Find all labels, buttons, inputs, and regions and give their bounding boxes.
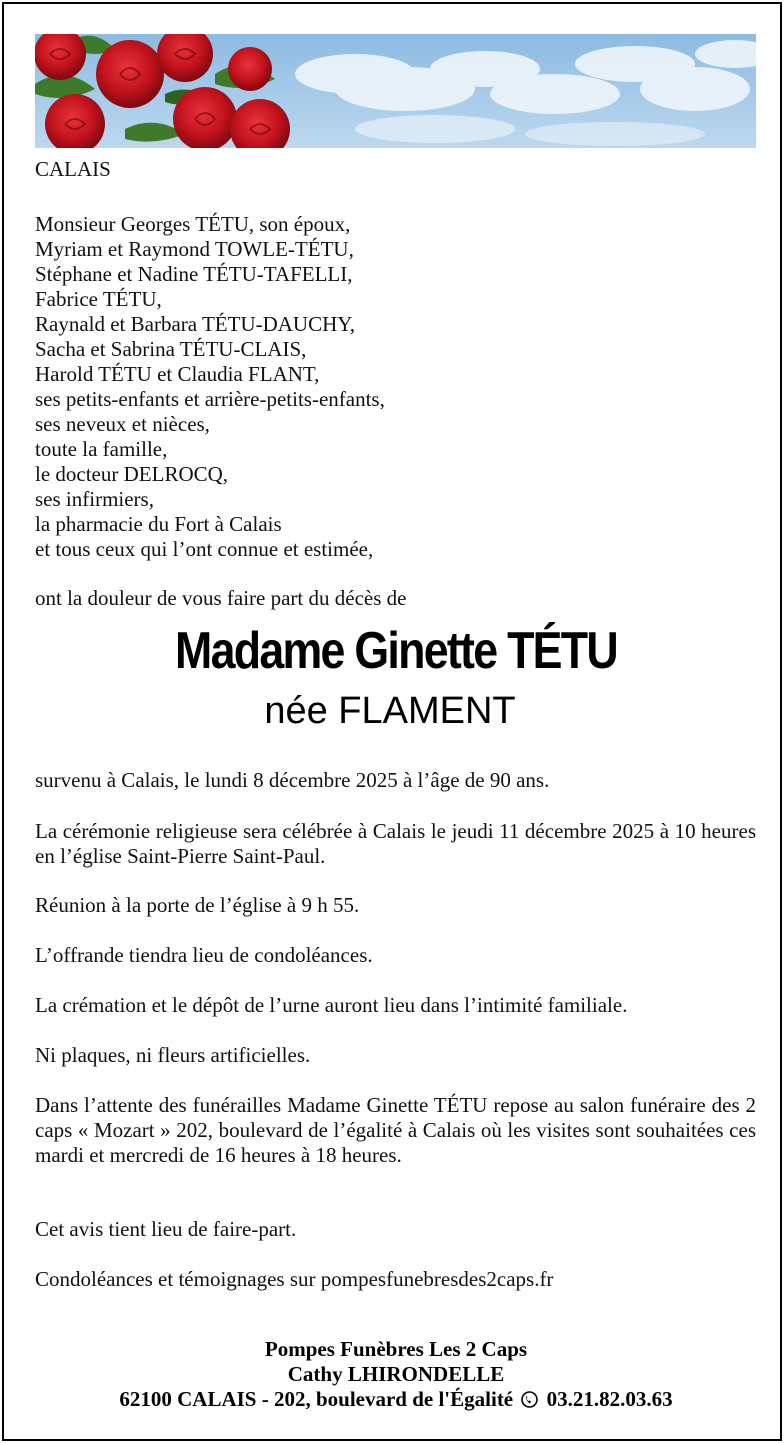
family-member: Stéphane et Nadine TÉTU-TAFELLI, — [35, 262, 353, 286]
death-details: survenu à Calais, le lundi 8 décembre 2025 à l’âge de 90 ans. — [35, 768, 550, 792]
flowers-note: Ni plaques, ni fleurs artificielles. — [35, 1043, 311, 1067]
family-member: et tous ceux qui l’ont connue et estimée, — [35, 537, 374, 561]
maiden-name: née FLAMENT — [264, 690, 516, 732]
family-member: Sacha et Sabrina TÉTU-CLAIS, — [35, 337, 307, 361]
family-member: le docteur DELROCQ, — [35, 462, 229, 486]
family-member: la pharmacie du Fort à Calais — [35, 512, 282, 536]
family-member: ses neveux et nièces, — [35, 412, 210, 436]
deceased-name: Madame Ginette TÉTU — [175, 622, 617, 680]
funeral-home-name: Pompes Funèbres Les 2 Caps — [264, 1337, 528, 1361]
family-member: Myriam et Raymond TOWLE-TÉTU, — [35, 237, 354, 261]
visitation-details: Dans l’attente des funérailles Madame Ginette TÉTU repose au salon funéraire des 2 caps « Mozart » 202, boulevard de l’égalité à Calais où les visites sont souhaitées ces mardi et mercredi de 16 heures à 18 heures. — [35, 1093, 756, 1167]
offering-note: L’offrande tiendra lieu de condoléances. — [35, 943, 373, 967]
condolences-website: Condoléances et témoignages sur pompesfunebresdes2caps.fr — [35, 1267, 554, 1291]
family-member: ses petits-enfants et arrière-petits-enfants, — [35, 387, 385, 411]
family-member: ses infirmiers, — [35, 487, 154, 511]
cremation-note: La crémation et le dépôt de l’urne auront lieu dans l’intimité familiale. — [35, 993, 628, 1017]
family-list — [35, 212, 385, 562]
announcement-intro: ont la douleur de vous faire part du décès de — [35, 586, 407, 610]
obituary-notice — [2, 2, 782, 1441]
funeral-home-phone: 03.21.82.03.63 — [546, 1387, 673, 1411]
funeral-home-contact — [4, 1387, 784, 1412]
funeral-home-footer — [4, 1337, 784, 1412]
family-member: Raynald et Barbara TÉTU-DAUCHY, — [35, 312, 355, 336]
meeting-details: Réunion à la porte de l’église à 9 h 55. — [35, 893, 360, 917]
family-member: toute la famille, — [35, 437, 168, 461]
phone-icon — [521, 1389, 538, 1406]
roses-banner-image — [35, 34, 756, 148]
family-member: Monsieur Georges TÉTU, son époux, — [35, 212, 351, 236]
family-member: Fabrice TÉTU, — [35, 287, 162, 311]
funeral-home-address: 62100 CALAIS - 202, boulevard de l'Égalité — [119, 1387, 514, 1411]
faire-part-note: Cet avis tient lieu de faire-part. — [35, 1217, 297, 1241]
ceremony-details: La cérémonie religieuse sera célébrée à Calais le jeudi 11 décembre 2025 à 10 heures en l’église Saint-Pierre Saint-Paul. — [35, 819, 756, 868]
funeral-home-manager: Cathy LHIRONDELLE — [287, 1362, 505, 1386]
city-heading: CALAIS — [35, 157, 111, 181]
family-member: Harold TÉTU et Claudia FLANT, — [35, 362, 320, 386]
roses-and-sky-illustration — [35, 34, 756, 148]
